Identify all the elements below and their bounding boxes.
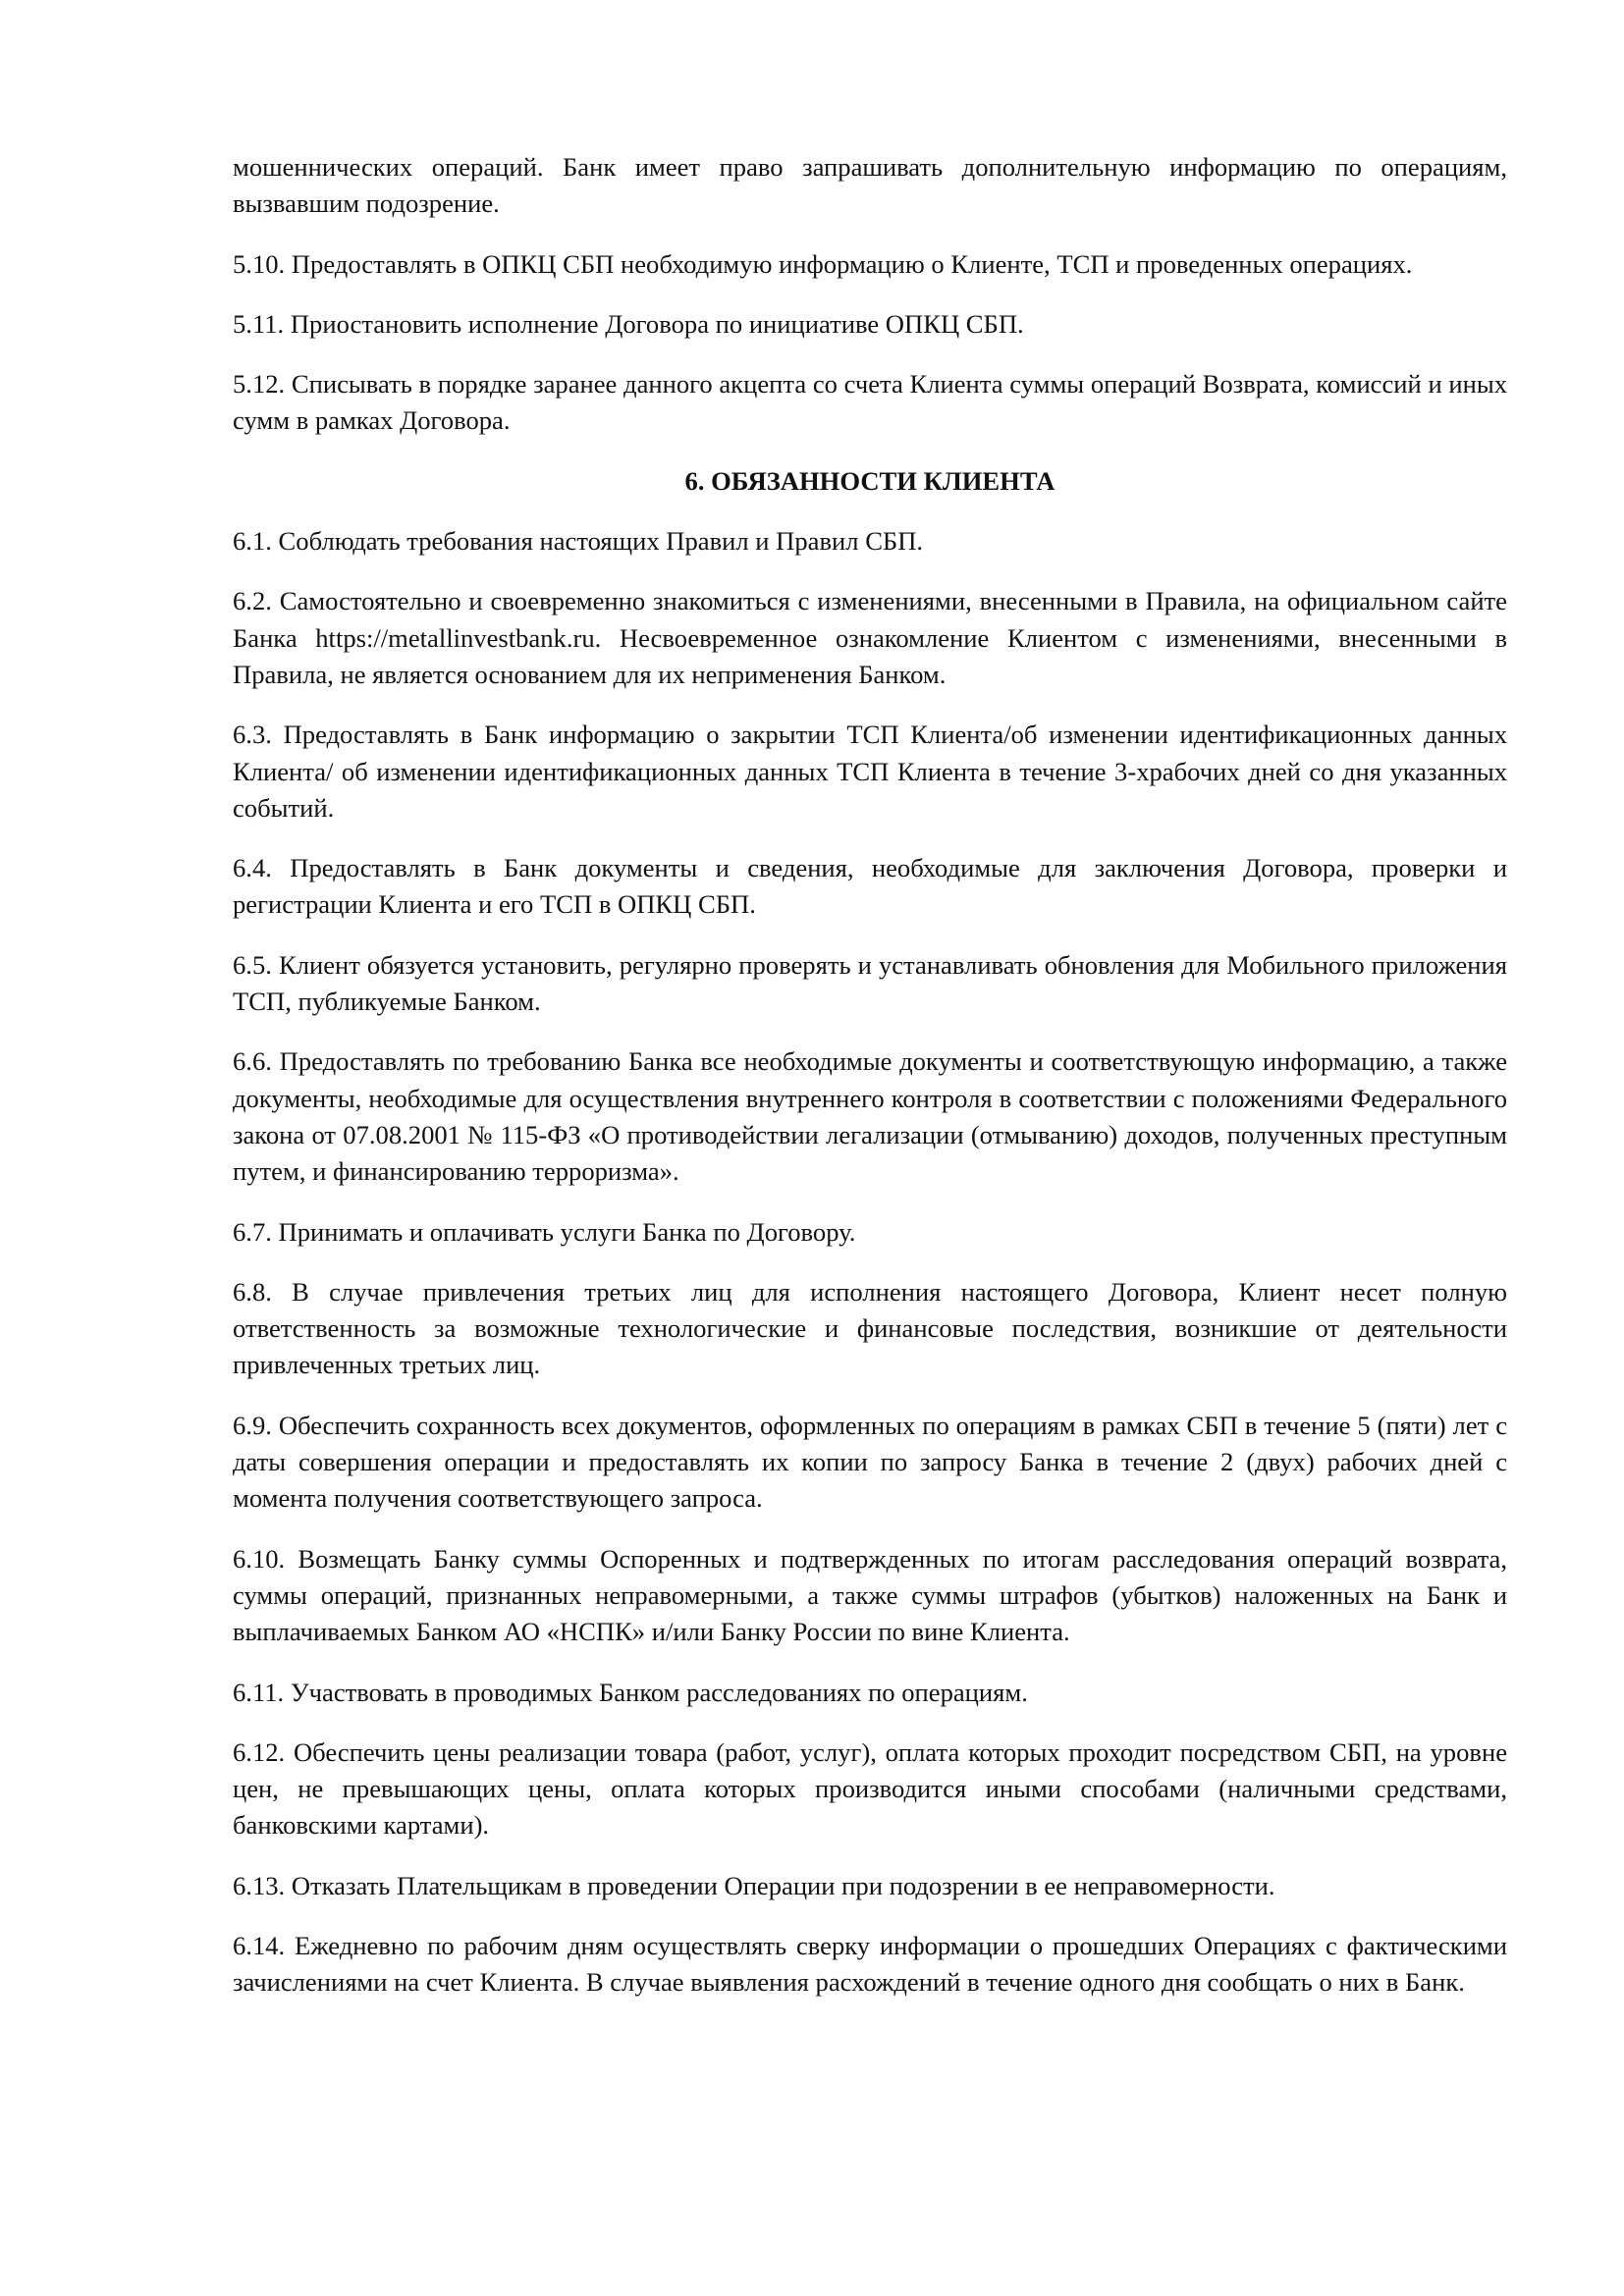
clause-6-8: 6.8. В случае привлечения третьих лиц для исполнения настоящего Договора, Клиент несет полную ответственность за возможные технологические и финансовые последствия, возникшие от деятельности привлеченных третьих лиц. (233, 1276, 1507, 1380)
document-page (233, 149, 1507, 2025)
section-heading: 6. ОБЯЗАННОСТИ КЛИЕНТА (684, 465, 1056, 496)
clause-6-13: 6.13. Отказать Плательщикам в проведении Операции при подозрении в ее неправомерности. (233, 1870, 1275, 1900)
paragraph-continuation: мошеннических операций. Банк имеет право запрашивать дополнительную информацию по операциям, вызвавшим подозрение. (233, 152, 1507, 219)
clause-6-10: 6.10. Возмещать Банку суммы Оспоренных и подтвержденных по итогам расследования операций возврата, суммы операций, признанных неправомерными, а также суммы штрафов (убытков) наложенных на Банк и выплачиваемых Банком АО «НСПК» и/или Банку России по вине Клиента. (233, 1543, 1507, 1647)
clause-6-9: 6.9. Обеспечить сохранность всех документов, оформленных по операциям в рамках СБП в течение 5 (пяти) лет с даты совершения операции и предоставлять их копии по запросу Банка в течение 2 (двух) рабочих дней с момента получения соответствующего запроса. (233, 1410, 1507, 1514)
clause-6-14: 6.14. Ежедневно по рабочим дням осуществлять сверку информации о прошедших Операциях с фактическими зачислениями на счет Клиента. В случае выявления расхождений в течение одного дня сообщать о них в Банк. (233, 1930, 1507, 1998)
clause-6-4: 6.4. Предоставлять в Банк документы и сведения, необходимые для заключения Договора, проверки и регистрации Клиента и его ТСП в ОПКЦ СБП. (233, 853, 1507, 920)
clause-6-11: 6.11. Участвовать в проводимых Банком расследованиях по операциям. (233, 1677, 1028, 1707)
clause-6-3: 6.3. Предоставлять в Банк информацию о закрытии ТСП Клиента/об изменении идентификационных данных Клиента/ об изменении идентификационных данных ТСП Клиента в течение 3-храбочих дней со дня указанных событий. (233, 720, 1507, 823)
clause-6-7: 6.7. Принимать и оплачивать услуги Банка по Договору. (233, 1216, 856, 1247)
clause-6-1: 6.1. Соблюдать требования настоящих Правил и Правил СБП. (233, 526, 924, 557)
clause-6-6: 6.6. Предоставлять по требованию Банка все необходимые документы и соответствующую информацию, а также документы, необходимые для осуществления внутреннего контроля в соответствии с положениями Федерального закона от 07.08.2001 № 115-ФЗ «О противодействии легализации (отмыванию) доходов, полученных преступным путем, и финансированию терроризма». (233, 1046, 1507, 1187)
clause-5-12: 5.12. Списывать в порядке заранее данного акцепта со счета Клиента суммы операций Возврата, комиссий и иных сумм в рамках Договора. (233, 369, 1507, 436)
clause-6-12: 6.12. Обеспечить цены реализации товара (работ, услуг), оплата которых проходит посредством СБП, на уровне цен, не превышающих цены, оплата которых производится иными способами (наличными средствами, банковскими картами). (233, 1736, 1507, 1841)
clause-5-11: 5.11. Приостановить исполнение Договора по инициативе ОПКЦ СБП. (233, 308, 1024, 339)
clause-6-2: 6.2. Самостоятельно и своевременно знакомиться с изменениями, внесенными в Правила, на официальном сайте Банка https://metallinvestbank.ru. Несвоевременное ознакомление Клиентом с изменениями, внесенными в Правила, не является основанием для их неприменения Банком. (233, 586, 1507, 689)
clause-6-5: 6.5. Клиент обязуется установить, регулярно проверять и устанавливать обновления для Мобильного приложения ТСП, публикуемые Банком. (233, 949, 1507, 1017)
clause-5-10: 5.10. Предоставлять в ОПКЦ СБП необходимую информацию о Клиенте, ТСП и проведенных операциях. (233, 248, 1413, 279)
